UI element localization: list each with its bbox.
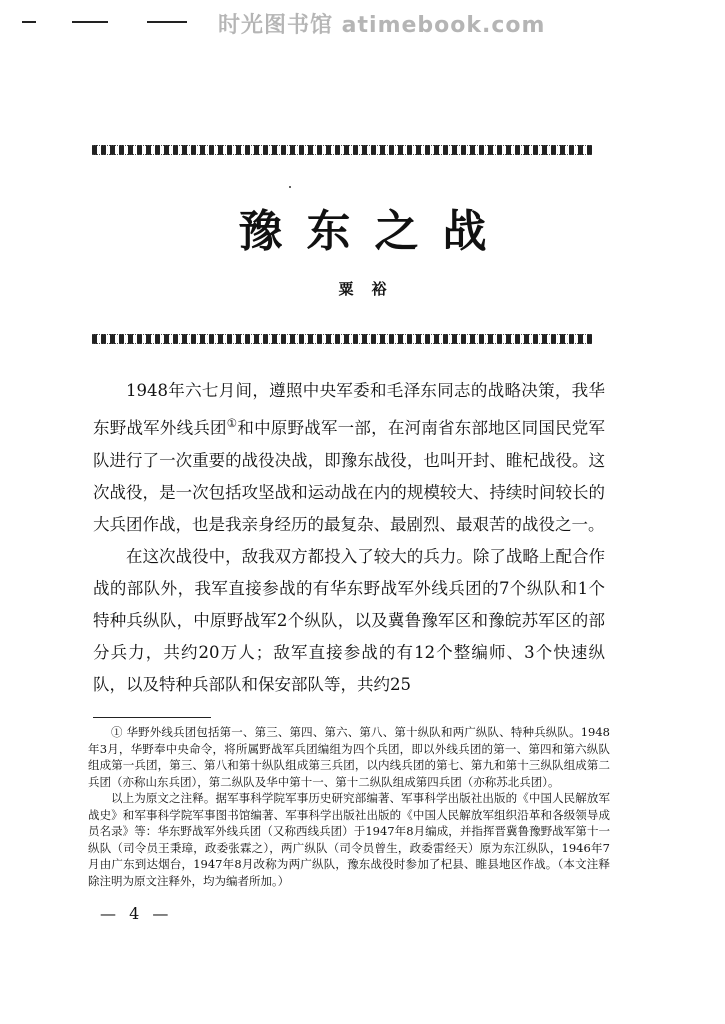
margin-dash: [22, 21, 36, 23]
footnote-text: ① 华野外线兵团包括第一、第三、第四、第六、第八、第十纵队和两广纵队、特种兵纵队。1948年3月，华野奉中央命令，将所属野战军兵团编组为四个兵团，即以外线兵团的第一、第四和第六纵队组成第一兵团，第三、第八和第十纵队组成第三兵团，以内线兵团的第七、第九和第十三纵队组成第二兵团（亦称山东兵团），第二纵队及华中第十一、第十二纵队组成第四兵团（亦称苏北兵团）。: [88, 725, 610, 789]
paragraph-text: 和中原野战军一部，在河南省东部地区同国民党军队进行了一次重要的战役决战，即豫东战役，也叫开封、睢杞战役。这次战役，是一次包括攻坚战和运动战在内的规模较大、持续时间较长的大兵团作战，也是我亲身经历的最复杂、最剧烈、最艰苦的战役之一。: [93, 418, 606, 534]
watermark: 时光图书馆 atimebook.com: [218, 13, 546, 38]
footnote-text: 以上为原文之注释。据军事科学院军事历史研究部编著、军事科学出版社出版的《中国人民解放军战史》和军事科学院军事图书馆编著、军事科学出版社出版的《中国人民解放军组织沿革和各级领导成员名录》等：华东野战军外线兵团（又称西线兵团）于1947年8月编成，并指挥晋冀鲁豫野战军第十一纵队（司令员王秉璋，政委张霖之），两广纵队（司令员曾生，政委雷经天）原为东江纵队，1946年7月由广东到达烟台，1947年8月改称为两广纵队，豫东战役时参加了杞县、睢县地区作战。（本文注释除注明为原文注释外，均为编者所加。）: [88, 791, 610, 888]
article-body: [93, 375, 605, 701]
author-name: 粟裕: [338, 280, 405, 298]
footnote-block: [88, 724, 610, 889]
page-number: — 4 —: [100, 904, 173, 923]
top-margin-marks: [0, 6, 725, 36]
margin-dash: [72, 21, 108, 23]
paragraph-text: 1948年六七月间，遵照中央军委和毛泽东同志的战略决策，我华东野战军外线兵团: [93, 381, 605, 438]
page-title: 豫东之战: [238, 206, 511, 257]
top-ornamental-rule: [92, 145, 592, 155]
footnote-marker: ①: [226, 416, 238, 430]
bottom-ornamental-rule: [92, 334, 592, 344]
margin-dash: [147, 21, 187, 23]
footnote-divider: [93, 717, 211, 718]
paragraph: 在这次战役中，敌我双方都投入了较大的兵力。除了战略上配合作战的部队外，我军直接参战的有华东野战军外线兵团的7个纵队和1个特种兵纵队，中原野战军2个纵队，以及冀鲁豫军区和豫皖苏军区的部分兵力，共约20万人；敌军直接参战的有12个整编师、3个快速纵队，以及特种兵部队和保安部队等，共约25: [93, 546, 605, 694]
scan-speck: [289, 186, 291, 188]
paragraph: [93, 375, 605, 541]
